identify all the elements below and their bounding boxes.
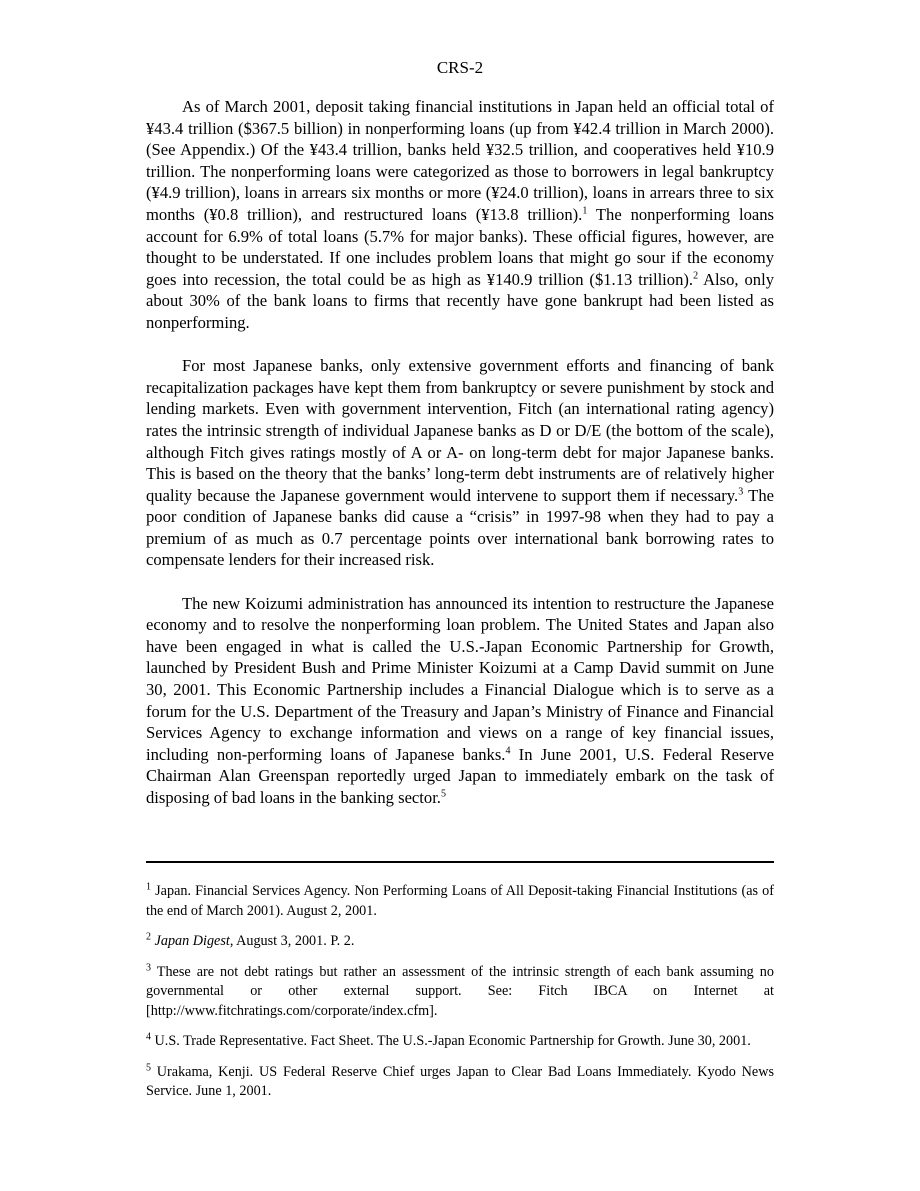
footnote-number: 5 — [146, 1061, 151, 1073]
footnote-ref: 1 — [582, 205, 588, 217]
footnote-number: 2 — [146, 931, 151, 943]
footnote-ref: 5 — [440, 788, 446, 800]
paragraph-text: The nonperforming loans account for 6.9% of total loans (5.7% for major banks). These official figures, however, are thought to be understated. If one includes problem loans that might go sour if the economy goes into recession, the total could be as high as ¥140.9 trillion ($1.13 trillion). — [146, 204, 775, 289]
footnote-2 — [146, 932, 774, 952]
paragraph-text: Also, only about 30% of the bank loans to firms that recently have gone bankrupt had been listed as nonperforming. — [146, 269, 774, 332]
footnote-text: These are not debt ratings but rather an assessment of the intrinsic strength of each bank assuming no governmental or other external support. See: Fitch IBCA on Internet at [http://www.fitchratings.com/corporate/index.cfm]. — [146, 963, 774, 1019]
footnote-number: 4 — [146, 1031, 151, 1043]
footnote-number: 1 — [146, 881, 151, 893]
footnote-ref: 2 — [693, 270, 699, 282]
body-text — [146, 96, 774, 830]
footnote-number: 3 — [146, 961, 151, 973]
paragraph-npl-totals — [146, 96, 774, 334]
footnote-5 — [146, 1063, 774, 1102]
footnote-3 — [146, 963, 774, 1022]
footnote-source-title: Japan Digest — [154, 933, 230, 949]
paragraph-text: The poor condition of Japanese banks did cause a “crisis” in 1997-98 when they had to pay a premium of as much as 0.7 percentage points over international bank borrowing rates to compensate lenders for their increased risk. — [146, 485, 774, 570]
footnote-text: , August 3, 2001. P. 2. — [229, 933, 355, 949]
footnote-text: Urakama, Kenji. US Federal Reserve Chief urges Japan to Clear Bad Loans Immediately. Kyodo News Service. June 1, 2001. — [146, 1063, 774, 1099]
paragraph-text: For most Japanese banks, only extensive government efforts and financing of bank recapitalization packages have kept them from bankruptcy or severe punishment by stock and lending markets. Even with government intervention, Fitch (an international rating agency) rates the intrinsic strength of individual Japanese banks as D or D/E (the bottom of the scale), although Fitch gives ratings mostly of A or A- on long-term debt for major Japanese banks. This is based on the theory that the banks’ long-term debt instruments are of relatively higher quality because the Japanese government would intervene to support them if necessary. — [146, 356, 774, 505]
footnote-text: U.S. Trade Representative. Fact Sheet. The U.S.-Japan Economic Partnership for Growth. June 30, 2001. — [151, 1033, 751, 1049]
footnote-divider — [146, 861, 774, 863]
footnotes — [146, 882, 774, 1113]
paragraph-text: The new Koizumi administration has announced its intention to restructure the Japanese economy and to resolve the nonperforming loan problem. The United States and Japan also have been engaged in what is called the U.S.-Japan Economic Partnership for Growth, launched by President Bush and Prime Minister Koizumi at a Camp David summit on June 30, 2001. This Economic Partnership includes a Financial Dialogue which is to serve as a forum for the U.S. Department of the Treasury and Japan’s Ministry of Finance and Financial Services Agency to exchange information and views on a range of key financial issues, including non-performing loans of Japanese banks. — [146, 593, 774, 764]
paragraph-text: As of March 2001, deposit taking financial institutions in Japan held an official total of ¥43.4 trillion ($367.5 billion) in nonperforming loans (up from ¥42.4 trillion in March 2000). (See Appendix.) Of the ¥43.4 trillion, banks held ¥32.5 trillion, and cooperatives held ¥10.9 trillion. The nonperforming loans were categorized as those to borrowers in legal bankruptcy (¥4.9 trillion), loans in arrears six months or more (¥24.0 trillion), loans in arrears three to six months (¥0.8 trillion), and restructured loans (¥13.8 trillion). — [146, 97, 774, 224]
footnote-1 — [146, 882, 774, 921]
footnote-text: Japan. Financial Services Agency. Non Performing Loans of All Deposit-taking Financial Institutions (as of the end of March 2001). August 2, 2001. — [146, 883, 774, 919]
paragraph-koizumi-reform — [146, 593, 774, 809]
paragraph-text: In June 2001, U.S. Federal Reserve Chairman Alan Greenspan reportedly urged Japan to immediately embark on the task of disposing of bad loans in the banking sector. — [146, 744, 774, 807]
page-header: CRS-2 — [436, 58, 484, 77]
paragraph-bank-ratings — [146, 355, 774, 571]
footnote-ref: 4 — [505, 745, 511, 757]
footnote-4 — [146, 1032, 774, 1052]
footnote-ref: 3 — [738, 486, 744, 498]
